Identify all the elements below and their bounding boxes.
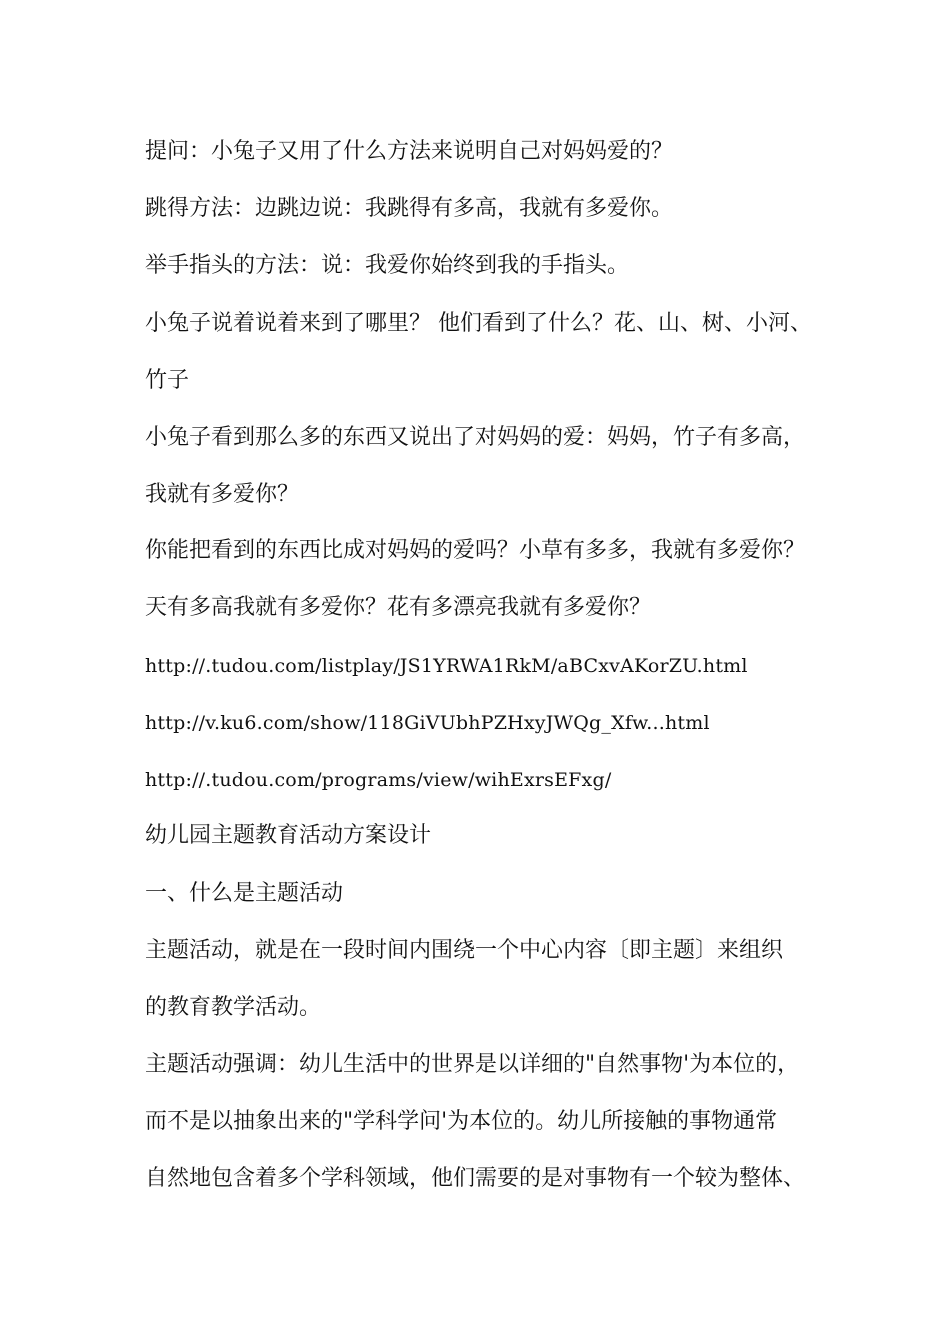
text-line: 自然地包含着多个学科领域，他们需要的是对事物有一个较为整体、 (145, 1166, 806, 1191)
text-line: 竹子 (145, 368, 190, 393)
url-link[interactable]: http://.tudou.com/listplay/JS1YRWA1RkM/aBCxvAKorZU.html (145, 655, 748, 677)
text-line: 小兔子看到那么多的东西又说出了对妈妈的爱：妈妈，竹子有多高， (145, 425, 806, 450)
text-line: 主题活动，就是在一段时间内围绕一个中心内容〔即主题〕来组织 (145, 938, 784, 963)
text-line: 你能把看到的东西比成对妈妈的爱吗？小草有多多，我就有多爱你？ (145, 538, 806, 563)
text-line: 主题活动强调：幼儿生活中的世界是以详细的"自然事物'为本位的， (145, 1052, 800, 1077)
text-line: 跳得方法：边跳边说：我跳得有多高，我就有多爱你。 (145, 196, 674, 221)
text-line: 小兔子说着说着来到了哪里？ 他们看到了什么？花、山、树、小河、 (145, 311, 812, 336)
text-line: 举手指头的方法：说：我爱你始终到我的手指头。 (145, 253, 630, 278)
text-line: 天有多高我就有多爱你？花有多漂亮我就有多爱你？ (145, 595, 652, 620)
url-link[interactable]: http://v.ku6.com/show/118GiVUbhPZHxyJWQg_Xfw...html (145, 712, 710, 734)
text-line: 我就有多爱你？ (145, 482, 300, 507)
text-line: 的教育教学活动。 (145, 995, 322, 1020)
section-title: 幼儿园主题教育活动方案设计 (145, 823, 432, 848)
text-line: 而不是以抽象出来的"学科学问'为本位的。幼儿所接触的事物通常 (145, 1109, 778, 1134)
url-link[interactable]: http://.tudou.com/programs/view/wihExrsEFxg/ (145, 769, 612, 791)
text-line: 提问：小兔子又用了什么方法来说明自己对妈妈爱的？ (145, 139, 674, 164)
section-heading: 一、什么是主题活动 (145, 881, 344, 906)
